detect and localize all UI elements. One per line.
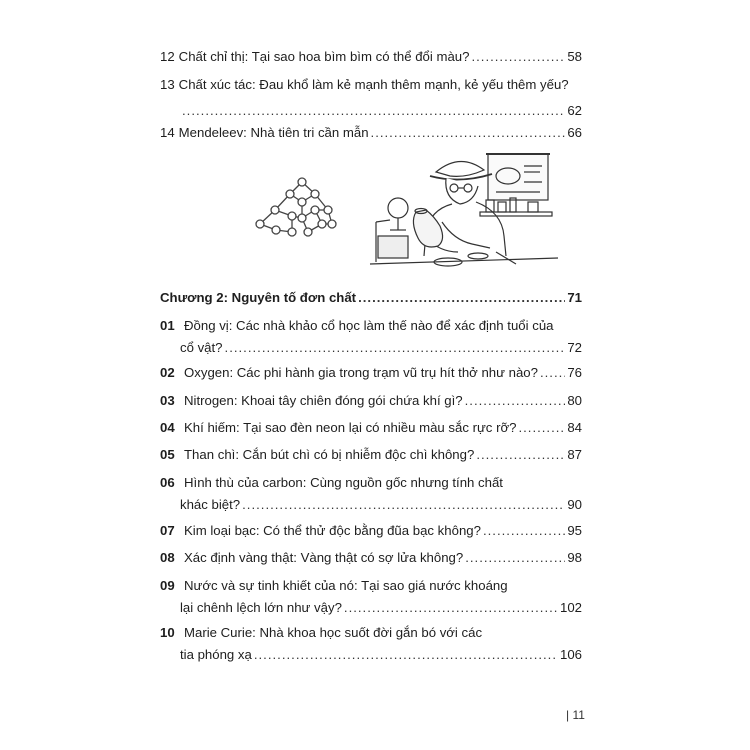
entry-number: 08 (160, 550, 175, 565)
toc-entry-03 (160, 392, 582, 410)
entry-page: 80 (567, 393, 582, 408)
leader-dots (254, 646, 558, 664)
chapter-title: Chương 2: Nguyên tố đơn chất (160, 290, 357, 305)
scientist-drawing (370, 154, 558, 266)
entry-title: Xác định vàng thật: Vàng thật có sợ lửa không? (184, 550, 464, 565)
leader-dots (476, 446, 565, 464)
entry-title: Kim loại bạc: Có thể thử độc bằng đũa bạc không? (184, 523, 481, 538)
entry-title-line2: cổ vật? (180, 340, 223, 355)
entry-page: 72 (567, 340, 582, 355)
entry-page: 95 (567, 523, 582, 538)
chapter-heading (160, 289, 582, 307)
leader-dots (540, 364, 565, 382)
entry-title: Nitrogen: Khoai tây chiên đóng gói chứa khí gì? (184, 393, 463, 408)
page-number: | 11 (566, 708, 585, 722)
entry-number: 13 (160, 77, 175, 92)
toc-entry-01 (160, 317, 582, 357)
toc-entry-13 (160, 76, 582, 120)
entry-number: 10 (160, 625, 175, 640)
entry-number: 02 (160, 365, 175, 380)
entry-title: Than chì: Cắn bút chì có bị nhiễm độc chì không? (184, 447, 475, 462)
chemistry-illustration (240, 152, 560, 278)
entry-page: 76 (567, 365, 582, 380)
entry-number: 05 (160, 447, 175, 462)
toc-entry-02 (160, 364, 582, 382)
entry-title-line1: Đồng vị: Các nhà khảo cổ học làm thế nào để xác định tuổi của (184, 318, 554, 333)
leader-dots (242, 496, 565, 514)
toc-entry-09 (160, 577, 582, 617)
entry-page: 58 (567, 49, 582, 64)
toc-entry-05 (160, 446, 582, 464)
chapter-page: 71 (567, 290, 582, 305)
entry-title-line1: Nước và sự tinh khiết của nó: Tại sao giá nước khoáng (184, 578, 508, 593)
entry-title-line2: lại chênh lệch lớn như vậy? (180, 600, 342, 615)
entry-number: 03 (160, 393, 175, 408)
entry-title: Khí hiếm: Tại sao đèn neon lại có nhiều màu sắc rực rỡ? (184, 420, 517, 435)
entry-title-line2: khác biệt? (180, 497, 241, 512)
molecule-structure-icon (256, 178, 336, 236)
toc-entry-07 (160, 522, 582, 540)
leader-dots (471, 48, 565, 66)
entry-page: 62 (567, 103, 582, 118)
toc-entry-12 (160, 48, 582, 66)
entry-title: Mendeleev: Nhà tiên tri cần mẫn (178, 125, 369, 140)
entry-page: 102 (559, 600, 582, 615)
entry-title: Oxygen: Các phi hành gia trong trạm vũ trụ hít thở như nào? (184, 365, 538, 380)
entry-number: 14 (160, 125, 175, 140)
entry-number: 09 (160, 578, 175, 593)
leader-dots (182, 102, 565, 120)
entry-number: 04 (160, 420, 175, 435)
entry-number: 07 (160, 523, 175, 538)
entry-title: Chất chỉ thị: Tại sao hoa bìm bìm có thể đổi màu? (178, 49, 470, 64)
entry-title: Chất xúc tác: Đau khổ làm kẻ mạnh thêm mạnh, kẻ yếu thêm yếu? (178, 77, 569, 92)
entry-page: 106 (559, 647, 582, 662)
toc-entry-06 (160, 474, 582, 514)
entry-title-line1: Hình thù của carbon: Cùng nguồn gốc nhưng tính chất (184, 475, 503, 490)
leader-dots (358, 289, 565, 307)
entry-page: 98 (567, 550, 582, 565)
leader-dots (371, 124, 566, 142)
toc-entry-14 (160, 124, 582, 142)
entry-title-line2: tia phóng xạ (180, 647, 252, 662)
toc-entry-10 (160, 624, 582, 664)
leader-dots (483, 522, 565, 540)
entry-number: 01 (160, 318, 175, 333)
leader-dots (225, 339, 566, 357)
entry-page: 66 (567, 125, 582, 140)
toc-entry-08 (160, 549, 582, 567)
leader-dots (465, 549, 565, 567)
leader-dots (465, 392, 566, 410)
leader-dots (518, 419, 565, 437)
entry-number: 12 (160, 49, 175, 64)
entry-number: 06 (160, 475, 175, 490)
entry-page: 87 (567, 447, 582, 462)
entry-title-line1: Marie Curie: Nhà khoa học suốt đời gắn bó với các (184, 625, 483, 640)
toc-entry-04 (160, 419, 582, 437)
entry-page: 84 (567, 420, 582, 435)
leader-dots (344, 599, 558, 617)
entry-page: 90 (567, 497, 582, 512)
